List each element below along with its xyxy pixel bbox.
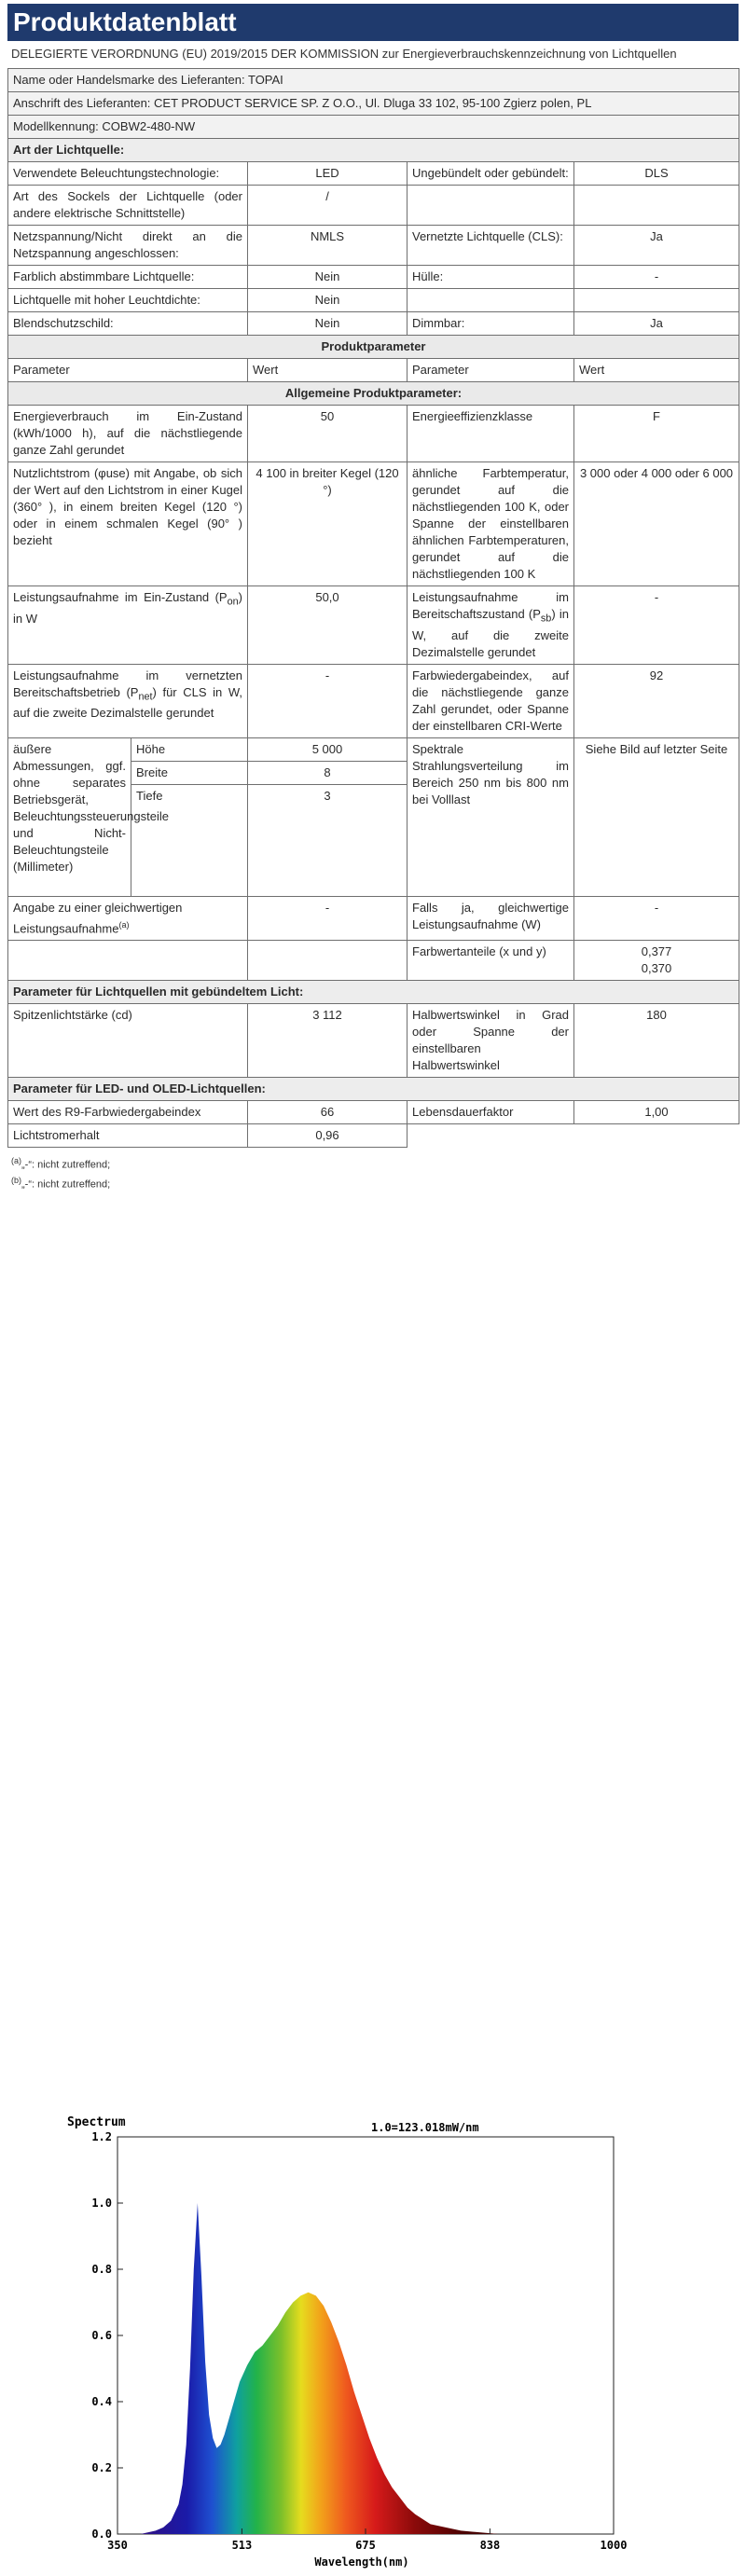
type-value: - xyxy=(574,266,739,289)
directional-header: Parameter für Lichtquellen mit gebündeltem Licht: xyxy=(8,980,739,1003)
param-label xyxy=(408,586,574,665)
spectrum-svg xyxy=(63,2109,698,2571)
chart-annotation: 1.0=123.018mW/nm xyxy=(371,2121,479,2134)
type-label: Ungebündelt oder gebündelt: xyxy=(408,162,574,186)
param-value: - xyxy=(248,664,408,737)
param-label: Halbwertswinkel in Grad oder Spanne der einstellbaren Halbwertswinkel xyxy=(408,1003,574,1077)
supplier-name-label: Name oder Handelsmarke des Lieferanten: xyxy=(13,73,245,87)
datasheet-table xyxy=(7,68,739,1148)
param-label: ähnliche Farbtemperatur, gerundet auf die nächstliegenden 100 K, oder Spanne der einstellbaren ähnlichen Farbtemperaturen, gerundet auf die nächstliegenden 100 K xyxy=(408,462,574,586)
model-row xyxy=(8,116,739,139)
param-value xyxy=(574,940,739,980)
dimension-label: Tiefe xyxy=(131,784,248,896)
column-header-parameter: Parameter xyxy=(408,359,574,382)
type-label: Hülle: xyxy=(408,266,574,289)
param-value: 4 100 in breiter Kegel (120 °) xyxy=(248,462,408,586)
param-row xyxy=(8,1003,739,1077)
footnotes xyxy=(7,1148,739,1197)
x-tick-label: 350 xyxy=(107,2539,128,2552)
param-value: 50 xyxy=(248,406,408,462)
dimension-value: 8 xyxy=(248,761,408,784)
y-tick-label: 1.0 xyxy=(91,2197,112,2210)
footnote-text: „-“: nicht zutreffend; xyxy=(21,1159,111,1171)
chromaticity-y: 0,370 xyxy=(641,960,672,975)
type-value: Nein xyxy=(248,312,408,336)
label-subscript: on xyxy=(227,596,239,608)
type-label: Farblich abstimmbare Lichtquelle: xyxy=(8,266,248,289)
empty-cell xyxy=(248,940,408,980)
param-label: Lichtstromerhalt xyxy=(8,1123,248,1147)
column-header-row xyxy=(8,359,739,382)
x-tick-label: 1000 xyxy=(600,2539,628,2552)
param-value: 0,96 xyxy=(248,1123,408,1147)
type-row xyxy=(8,162,739,186)
label-text: ) für CLS in W, auf die zweite Dezimalstelle gerundet xyxy=(13,684,242,721)
label-text: Leistungsaufnahme im vernetzten Bereitschaftsbetrieb (P xyxy=(13,668,242,699)
footnote-b xyxy=(11,1173,735,1192)
type-value xyxy=(574,289,739,312)
column-header-parameter: Parameter xyxy=(8,359,248,382)
footnote-a xyxy=(11,1153,735,1173)
type-value: Ja xyxy=(574,312,739,336)
type-label: Art des Sockels der Lichtquelle (oder andere elektrische Schnittstelle) xyxy=(8,186,248,226)
empty-cell xyxy=(574,1123,739,1147)
footnote-marker: (a) xyxy=(11,1155,21,1165)
dimension-label: Breite xyxy=(131,761,248,784)
model-label: Modellkennung: xyxy=(13,119,99,133)
type-row xyxy=(8,226,739,266)
param-row xyxy=(8,664,739,737)
chart-title: Spectrum xyxy=(67,2115,126,2129)
footnote-text: „-“: nicht zutreffend; xyxy=(21,1178,111,1191)
supplier-name-value: TOPAI xyxy=(247,73,283,87)
param-label: Energieeffizienzklasse xyxy=(408,406,574,462)
y-tick-label: 0.2 xyxy=(91,2461,112,2474)
param-row xyxy=(8,406,739,462)
param-value: - xyxy=(574,586,739,665)
param-row xyxy=(8,737,739,761)
param-label: Spektrale Strahlungsverteilung im Bereich 250 nm bis 800 nm bei Volllast xyxy=(408,737,574,896)
param-label: Farbwertanteile (x und y) xyxy=(408,940,574,980)
type-value: / xyxy=(248,186,408,226)
y-tick-label: 0.0 xyxy=(91,2528,112,2541)
type-row xyxy=(8,312,739,336)
param-value: - xyxy=(248,896,408,940)
dimensions-label: äußere Abmessungen, ggf. ohne separates Betriebsgerät, Beleuchtungssteuerungsteile und Nicht-Beleuchtungsteile (Millimeter) xyxy=(8,737,131,896)
param-value: 180 xyxy=(574,1003,739,1077)
type-value: Ja xyxy=(574,226,739,266)
param-value: 1,00 xyxy=(574,1100,739,1123)
label-text: Leistungsaufnahme im Bereitschaftszustand (P xyxy=(412,590,569,621)
x-tick-label: 675 xyxy=(355,2539,376,2552)
param-row xyxy=(8,940,739,980)
type-label: Blendschutzschild: xyxy=(8,312,248,336)
param-value: 50,0 xyxy=(248,586,408,665)
model-value: COBW2-480-NW xyxy=(102,119,196,133)
type-value: Nein xyxy=(248,266,408,289)
footnote-ref: (a) xyxy=(118,919,130,930)
supplier-address-row xyxy=(8,92,739,116)
column-header-value: Wert xyxy=(248,359,408,382)
type-header: Art der Lichtquelle: xyxy=(8,139,739,162)
label-text: Leistungsaufnahme im Ein-Zustand (P xyxy=(13,590,228,604)
param-value: 3 000 oder 4 000 oder 6 000 xyxy=(574,462,739,586)
label-subscript: net xyxy=(138,691,153,703)
product-datasheet xyxy=(7,0,739,1197)
type-row xyxy=(8,289,739,312)
empty-cell xyxy=(408,1123,574,1147)
type-label xyxy=(408,186,574,226)
param-row xyxy=(8,1123,739,1147)
chromaticity-x: 0,377 xyxy=(641,944,672,958)
label-subscript: sb xyxy=(540,613,552,625)
y-tick-label: 0.8 xyxy=(91,2263,112,2276)
label-text: ) in W, auf die zweite Dezimalstelle gerundet xyxy=(412,607,569,659)
param-label xyxy=(8,664,248,737)
y-tick-label: 0.4 xyxy=(91,2395,112,2408)
page-title: Produktdatenblatt xyxy=(7,4,739,41)
param-value: 3 112 xyxy=(248,1003,408,1077)
x-tick-label: 838 xyxy=(479,2539,501,2552)
param-label: Nutzlichtstrom (φuse) mit Angabe, ob sich der Wert auf den Lichtstrom in einer Kugel (360° ), in einem breiten Kegel (120 °) oder in einem schmalen Kegel (90° ) bezieht xyxy=(8,462,248,586)
dimension-value: 3 xyxy=(248,784,408,896)
type-value: LED xyxy=(248,162,408,186)
type-value: DLS xyxy=(574,162,739,186)
dimension-value: 5 000 xyxy=(248,737,408,761)
param-row xyxy=(8,1100,739,1123)
param-label: Wert des R9-Farbwiedergabeindex xyxy=(8,1100,248,1123)
supplier-address-value: CET PRODUCT SERVICE SP. Z O.O., Ul. Dluga 33 102, 95-100 Zgierz polen, PL xyxy=(154,96,592,110)
param-value: F xyxy=(574,406,739,462)
param-label: Falls ja, gleichwertige Leistungsaufnahme (W) xyxy=(408,896,574,940)
y-tick-label: 1.2 xyxy=(91,2130,112,2143)
param-row xyxy=(8,586,739,665)
param-label: Lebensdauerfaktor xyxy=(408,1100,574,1123)
led-header: Parameter für LED- und OLED-Lichtquellen: xyxy=(8,1077,739,1100)
param-label: Energieverbrauch im Ein-Zustand (kWh/1000 h), auf die nächstliegende ganze Zahl gerundet xyxy=(8,406,248,462)
label-text: ) in W xyxy=(13,590,242,626)
y-tick-label: 0.6 xyxy=(91,2329,112,2342)
type-label xyxy=(408,289,574,312)
param-row xyxy=(8,896,739,940)
type-value: NMLS xyxy=(248,226,408,266)
x-tick-label: 513 xyxy=(231,2539,253,2552)
type-label: Netzspannung/Nicht direkt an die Netzspannung angeschlossen: xyxy=(8,226,248,266)
param-label xyxy=(8,586,248,665)
type-label: Dimmbar: xyxy=(408,312,574,336)
dimension-label: Höhe xyxy=(131,737,248,761)
type-row xyxy=(8,186,739,226)
supplier-name-row xyxy=(8,69,739,92)
label-text: Angabe zu einer gleichwertigen Leistungsaufnahme xyxy=(13,900,183,935)
param-value: 66 xyxy=(248,1100,408,1123)
type-value: Nein xyxy=(248,289,408,312)
param-value: - xyxy=(574,896,739,940)
param-label xyxy=(8,896,248,940)
type-label: Lichtquelle mit hoher Leuchtdichte: xyxy=(8,289,248,312)
supplier-address-label: Anschrift des Lieferanten: xyxy=(13,96,151,110)
param-value: Siehe Bild auf letzter Seite xyxy=(574,737,739,896)
param-label: Farbwiedergabeindex, auf die nächstliegende ganze Zahl gerundet, oder Spanne der einstellbaren CRI-Werte xyxy=(408,664,574,737)
param-value: 92 xyxy=(574,664,739,737)
type-value xyxy=(574,186,739,226)
type-label: Vernetzte Lichtquelle (CLS): xyxy=(408,226,574,266)
empty-cell xyxy=(8,940,248,980)
column-header-value: Wert xyxy=(574,359,739,382)
footnote-marker: (b) xyxy=(11,1175,21,1185)
produktparameter-header: Produktparameter xyxy=(8,336,739,359)
regulation-subtitle: DELEGIERTE VERORDNUNG (EU) 2019/2015 DER KOMMISSION zur Energieverbrauchskennzeichnung von Lichtquellen xyxy=(11,47,677,61)
param-row xyxy=(8,462,739,586)
type-row xyxy=(8,266,739,289)
type-label: Verwendete Beleuchtungstechnologie: xyxy=(8,162,248,186)
x-axis-label: Wavelength(nm) xyxy=(314,2555,409,2569)
general-parameters-header: Allgemeine Produktparameter: xyxy=(8,382,739,406)
param-label: Spitzenlichtstärke (cd) xyxy=(8,1003,248,1077)
spectrum-chart xyxy=(63,2109,698,2571)
